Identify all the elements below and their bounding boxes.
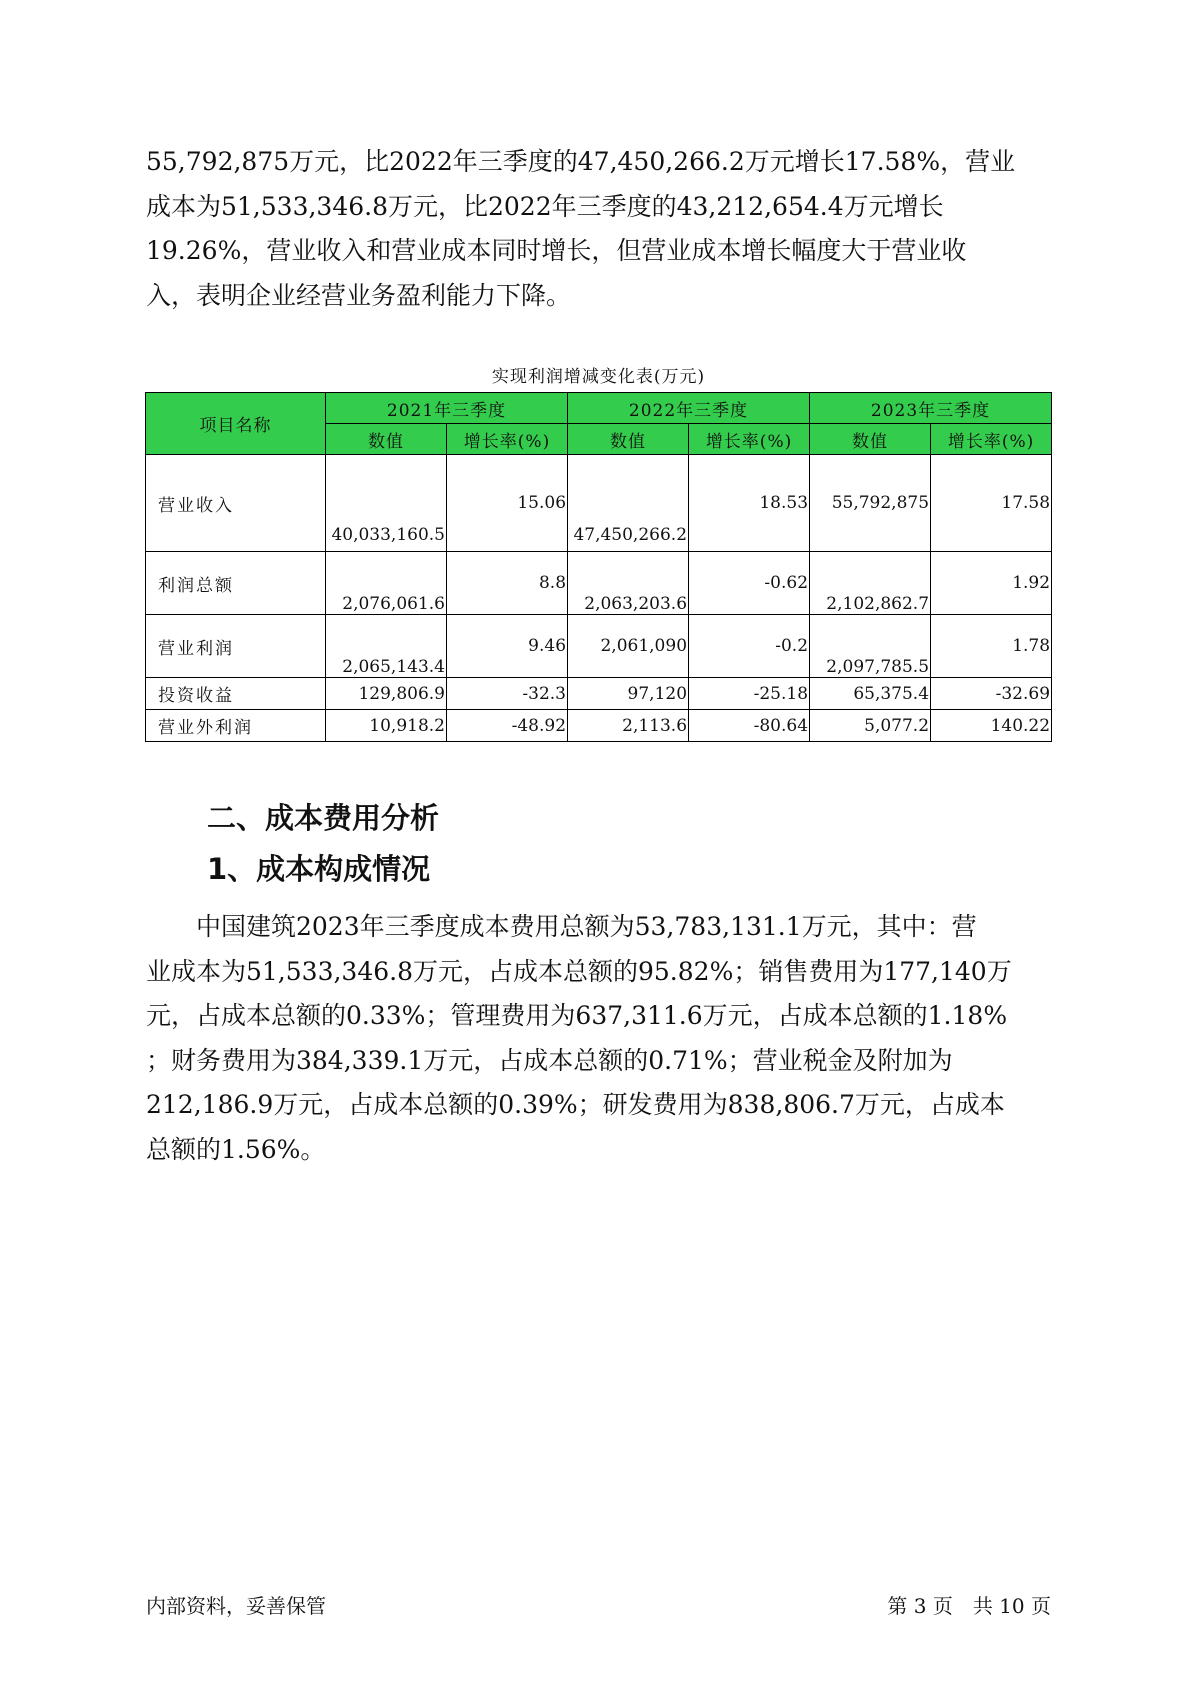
table-row	[146, 710, 1052, 742]
text-line: 212,186.9万元，占成本总额的0.39%；研发费用为838,806.7万元，占成本	[146, 1090, 1005, 1119]
cell-growth: 1.78	[931, 615, 1052, 678]
cell-value: 2,102,862.7	[810, 552, 931, 615]
cell-growth: 8.8	[447, 552, 568, 615]
header-growth: 增长率(%)	[447, 424, 568, 455]
cell-value: 2,063,203.6	[568, 552, 689, 615]
text-line: 19.26%，营业收入和营业成本同时增长，但营业成本增长幅度大于营业收	[146, 236, 967, 265]
row-name: 投资收益	[146, 678, 326, 710]
cell-growth: 15.06	[447, 455, 568, 552]
text-line: 业成本为51,533,346.8万元，占成本总额的95.82%；销售费用为177,140万	[146, 956, 1012, 986]
header-item-name: 项目名称	[146, 393, 326, 455]
cell-growth: -25.18	[689, 678, 810, 710]
text-line: 55,792,875万元，比2022年三季度的47,450,266.2万元增长17.58%，营业	[146, 147, 1016, 176]
cell-growth: -32.3	[447, 678, 568, 710]
cell-growth: -0.2	[689, 615, 810, 678]
cell-value: 65,375.4	[810, 678, 931, 710]
text-line: 成本为51,533,346.8万元，比2022年三季度的43,212,654.4万元增长	[146, 191, 944, 221]
text-line: 总额的1.56%。	[146, 1134, 326, 1164]
cell-growth: 18.53	[689, 455, 810, 552]
cost-paragraph	[146, 905, 1051, 1172]
footer-page-number: 第 3 页 共 10 页	[887, 1594, 1051, 1618]
table-caption: 实现利润增减变化表(万元)	[491, 367, 706, 387]
cell-growth: -32.69	[931, 678, 1052, 710]
cell-growth: 1.92	[931, 552, 1052, 615]
text-line: ；财务费用为384,339.1万元，占成本总额的0.71%；营业税金及附加为	[146, 1045, 953, 1075]
section-heading: 二、成本费用分析	[207, 801, 440, 835]
cell-value: 5,077.2	[810, 710, 931, 742]
header-period-2022: 2022年三季度	[568, 393, 810, 424]
cell-growth: 9.46	[447, 615, 568, 678]
table-row	[146, 552, 1052, 615]
header-growth: 增长率(%)	[931, 424, 1052, 455]
cell-value: 2,097,785.5	[810, 615, 931, 678]
row-name: 营业外利润	[146, 710, 326, 742]
row-name: 营业利润	[146, 615, 326, 678]
row-name: 营业收入	[146, 455, 326, 552]
cell-growth: 17.58	[931, 455, 1052, 552]
cell-growth: 140.22	[931, 710, 1052, 742]
header-period-2021: 2021年三季度	[326, 393, 568, 424]
header-period-2023: 2023年三季度	[810, 393, 1052, 424]
cell-value: 2,113.6	[568, 710, 689, 742]
text-line: 中国建筑2023年三季度成本费用总额为53,783,131.1万元，其中：营	[146, 912, 977, 941]
cell-value: 97,120	[568, 678, 689, 710]
header-value: 数值	[810, 424, 931, 455]
row-name: 利润总额	[146, 552, 326, 615]
cell-value: 10,918.2	[326, 710, 447, 742]
cell-growth: -48.92	[447, 710, 568, 742]
cell-value: 2,076,061.6	[326, 552, 447, 615]
table-row	[146, 615, 1052, 678]
cell-value: 47,450,266.2	[568, 455, 689, 552]
cell-value: 2,065,143.4	[326, 615, 447, 678]
profit-change-table	[145, 392, 1052, 742]
subsection-heading: 1、成本构成情况	[207, 852, 431, 886]
header-value: 数值	[568, 424, 689, 455]
table-row	[146, 455, 1052, 552]
cell-value: 40,033,160.5	[326, 455, 447, 552]
table-row	[146, 678, 1052, 710]
intro-paragraph	[146, 140, 1051, 318]
header-value: 数值	[326, 424, 447, 455]
cell-value: 2,061,090	[568, 615, 689, 678]
cell-growth: -0.62	[689, 552, 810, 615]
header-growth: 增长率(%)	[689, 424, 810, 455]
footer-confidential: 内部资料，妥善保管	[146, 1594, 326, 1618]
text-line: 元，占成本总额的0.33%；管理费用为637,311.6万元，占成本总额的1.18%	[146, 1001, 1008, 1030]
cell-value: 129,806.9	[326, 678, 447, 710]
cell-growth: -80.64	[689, 710, 810, 742]
cell-value: 55,792,875	[810, 455, 931, 552]
text-line: 入，表明企业经营业务盈利能力下降。	[146, 280, 572, 310]
